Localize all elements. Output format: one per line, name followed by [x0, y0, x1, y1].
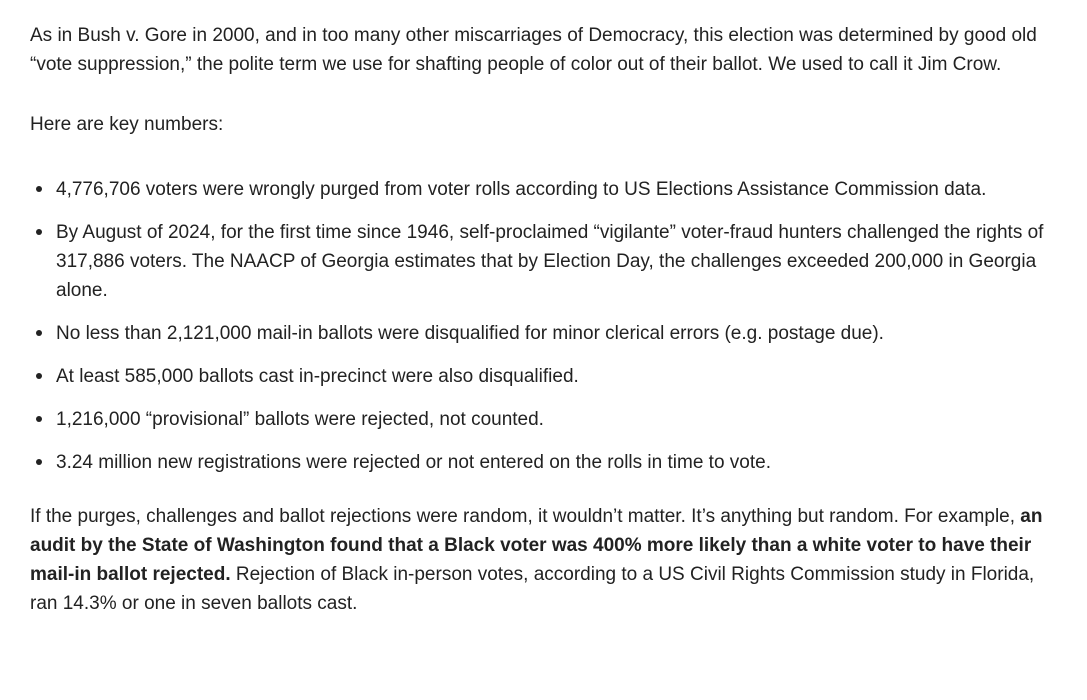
bullet-item-voter-purges: 4,776,706 voters were wrongly purged from voter rolls according to US Elections Assistance Commission data. [56, 175, 1060, 204]
bullet-item-provisional-rejected: 1,216,000 “provisional” ballots were rejected, not counted. [56, 405, 1060, 434]
bullet-item-mail-in-disqualified: No less than 2,121,000 mail-in ballots were disqualified for minor clerical errors (e.g. postage due). [56, 319, 1060, 348]
bullet-item-voter-challenges: By August of 2024, for the first time since 1946, self-proclaimed “vigilante” voter-fraud hunters challenged the rights of 317,886 voters. The NAACP of Georgia estimates that by Election Day, the challenges exceeded 200,000 in Georgia alone. [56, 218, 1060, 305]
conclusion-text-start: If the purges, challenges and ballot rejections were random, it wouldn’t matter. It’s anything but random. For example, [30, 506, 1021, 527]
intro-paragraph: As in Bush v. Gore in 2000, and in too many other miscarriages of Democracy, this election was determined by good old “vote suppression,” the polite term we use for shafting people of color out of their ballot. We used to call it Jim Crow. [30, 25, 1037, 75]
conclusion-bold-audit: an audit by the State of Washington found that a Black voter was 400% more likely than a white voter to have their mail-in ballot rejected. [30, 506, 1043, 585]
bullet-item-in-precinct-disqualified: At least 585,000 ballots cast in-precinct were also disqualified. [56, 362, 1060, 391]
conclusion-text-end: Rejection of Black in-person votes, according to a US Civil Rights Commission study in Florida, ran 14.3% or one in seven ballots cast. [30, 564, 1035, 614]
key-numbers-lead: Here are key numbers: [30, 114, 224, 135]
bullet-item-registrations-rejected: 3.24 million new registrations were rejected or not entered on the rolls in time to vote. [56, 448, 1060, 477]
article-body [30, 0, 1060, 618]
conclusion-paragraph [30, 502, 1060, 618]
key-numbers-list [30, 175, 1060, 477]
